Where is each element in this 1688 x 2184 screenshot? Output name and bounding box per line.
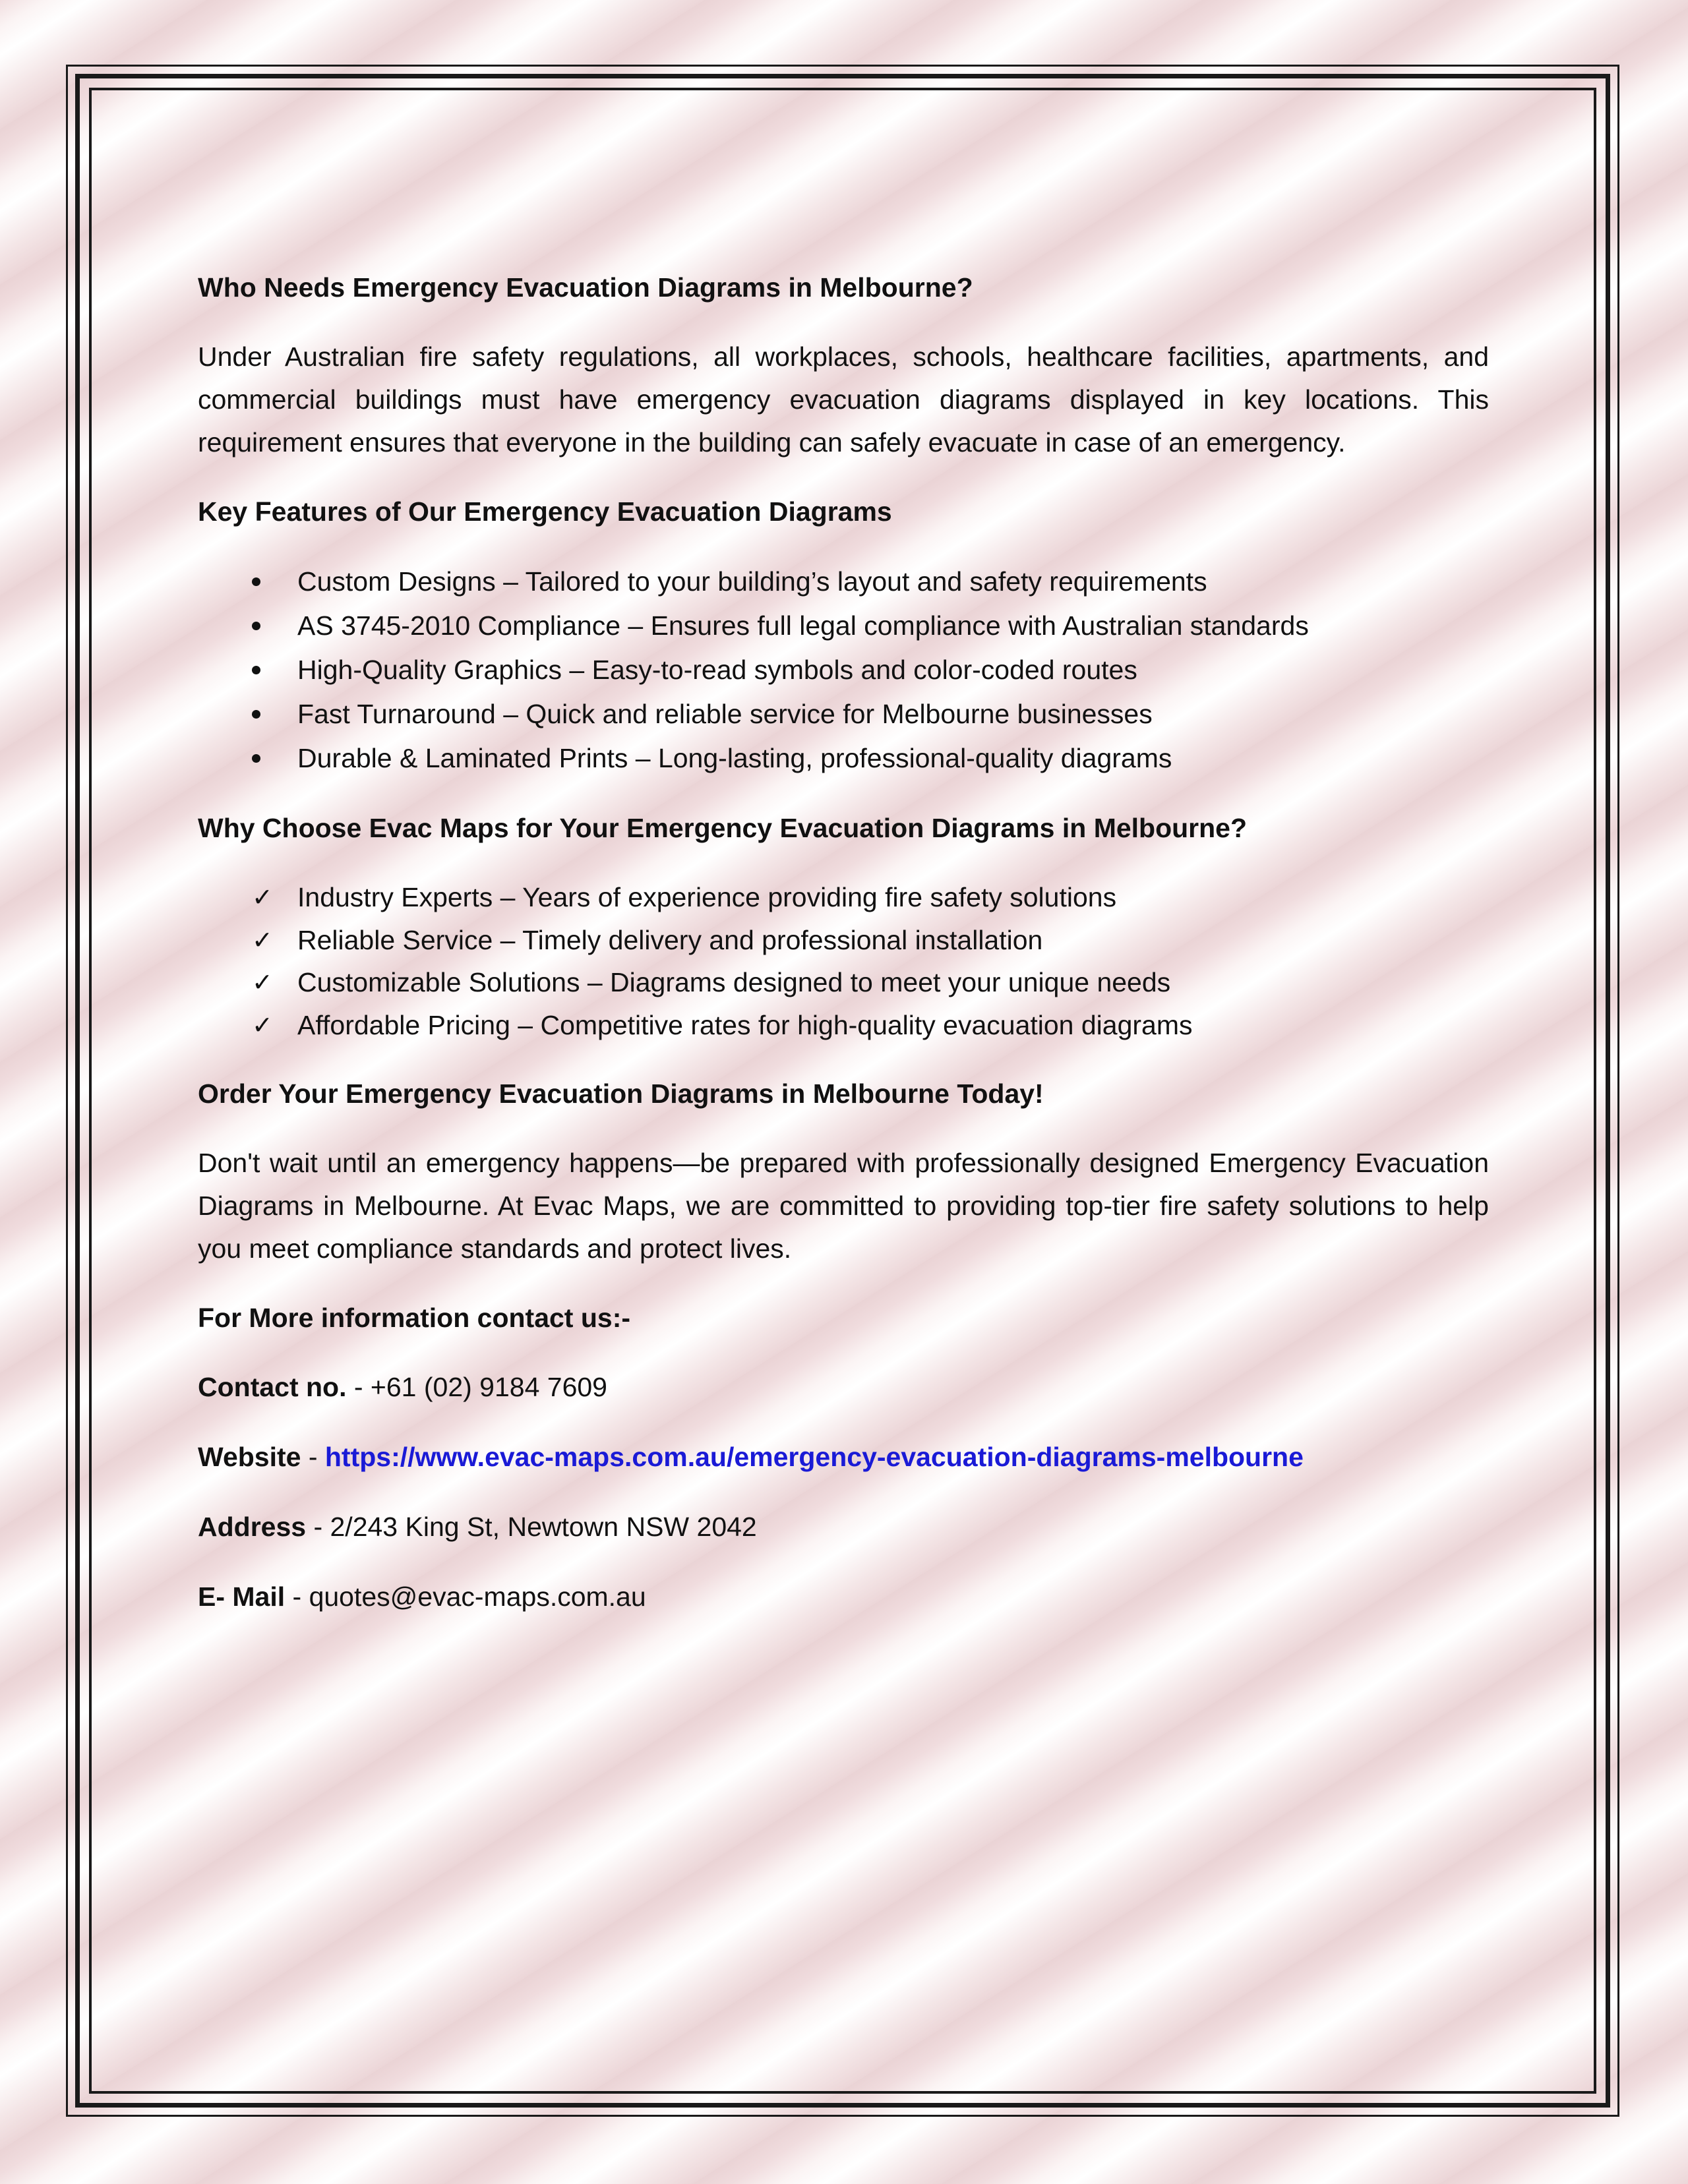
bullet-icon — [252, 736, 272, 781]
list-item — [198, 692, 1489, 736]
list-item — [198, 604, 1489, 648]
list-item-text: AS 3745-2010 Compliance – Ensures full legal compliance with Australian standards — [297, 610, 1309, 641]
contact-email-line — [198, 1576, 1489, 1618]
contact-heading: For More information contact us:- — [198, 1303, 630, 1333]
list-item — [198, 560, 1489, 604]
contact-email-value: - quotes@evac-maps.com.au — [285, 1581, 646, 1612]
website-link[interactable]: https://www.evac-maps.com.au/emergency-evacuation-diagrams-melbourne — [324, 1442, 1304, 1472]
list-item — [198, 876, 1489, 919]
contact-website-line — [198, 1436, 1489, 1479]
contact-address-line — [198, 1506, 1489, 1549]
section-heading-who-needs: Who Needs Emergency Evacuation Diagrams in Melbourne? — [198, 272, 973, 303]
list-item-text: Reliable Service – Timely delivery and professional installation — [297, 924, 1043, 955]
list-item-text: Durable & Laminated Prints – Long-lasting, professional-quality diagrams — [297, 743, 1172, 773]
section-paragraph-regulations: Under Australian fire safety regulations, all workplaces, schools, healthcare facilities, apartments, and commercial buildings must have emergency evacuation diagrams displayed in key locations. This requirement ensures that everyone in the building can safely evacuate in case of an emergency. — [198, 341, 1489, 457]
list-item — [198, 648, 1489, 692]
list-item — [198, 919, 1489, 962]
checkmark-icon: ✓ — [252, 925, 273, 955]
checkmark-icon: ✓ — [252, 883, 273, 912]
list-item — [198, 736, 1489, 781]
section-paragraph-order: Don't wait until an emergency happens—be prepared with professionally designed Emergency Evacuation Diagrams in Melbourne. At Evac Maps, we are committed to providing top-tier fire safety solutions to help you meet compliance standards and protect lives. — [198, 1148, 1489, 1264]
list-item — [198, 961, 1489, 1004]
contact-phone-value: - +61 (02) 9184 7609 — [346, 1372, 607, 1402]
checkmark-icon: ✓ — [252, 1010, 273, 1040]
bullet-icon — [252, 692, 272, 736]
contact-website-separator: - — [301, 1442, 325, 1472]
list-item-text: Affordable Pricing – Competitive rates for high-quality evacuation diagrams — [297, 1009, 1193, 1040]
section-heading-key-features: Key Features of Our Emergency Evacuation Diagrams — [198, 496, 892, 527]
bullet-icon — [252, 560, 272, 604]
why-choose-list — [198, 876, 1489, 1046]
bullet-icon — [252, 648, 272, 692]
section-heading-order-today: Order Your Emergency Evacuation Diagrams in Melbourne Today! — [198, 1078, 1044, 1109]
contact-email-label: E- Mail — [198, 1581, 286, 1612]
bullet-icon — [252, 604, 272, 648]
contact-phone-line — [198, 1366, 1489, 1409]
list-item-text: Custom Designs – Tailored to your building’s layout and safety requirements — [297, 566, 1207, 597]
checkmark-icon: ✓ — [252, 968, 273, 997]
contact-address-label: Address — [198, 1512, 307, 1542]
key-features-list — [198, 560, 1489, 781]
section-heading-why-choose: Why Choose Evac Maps for Your Emergency Evacuation Diagrams in Melbourne? — [198, 813, 1248, 843]
list-item-text: Customizable Solutions – Diagrams designed to meet your unique needs — [297, 967, 1171, 997]
contact-website-label: Website — [198, 1442, 301, 1472]
contact-phone-label: Contact no. — [198, 1372, 347, 1402]
list-item-text: Industry Experts – Years of experience providing fire safety solutions — [297, 882, 1117, 912]
list-item-text: High-Quality Graphics – Easy-to-read symbols and color-coded routes — [297, 655, 1137, 685]
list-item-text: Fast Turnaround – Quick and reliable service for Melbourne businesses — [297, 699, 1153, 729]
list-item — [198, 1004, 1489, 1047]
contact-address-value: - 2/243 King St, Newtown NSW 2042 — [306, 1512, 757, 1542]
document-content — [198, 266, 1489, 1645]
